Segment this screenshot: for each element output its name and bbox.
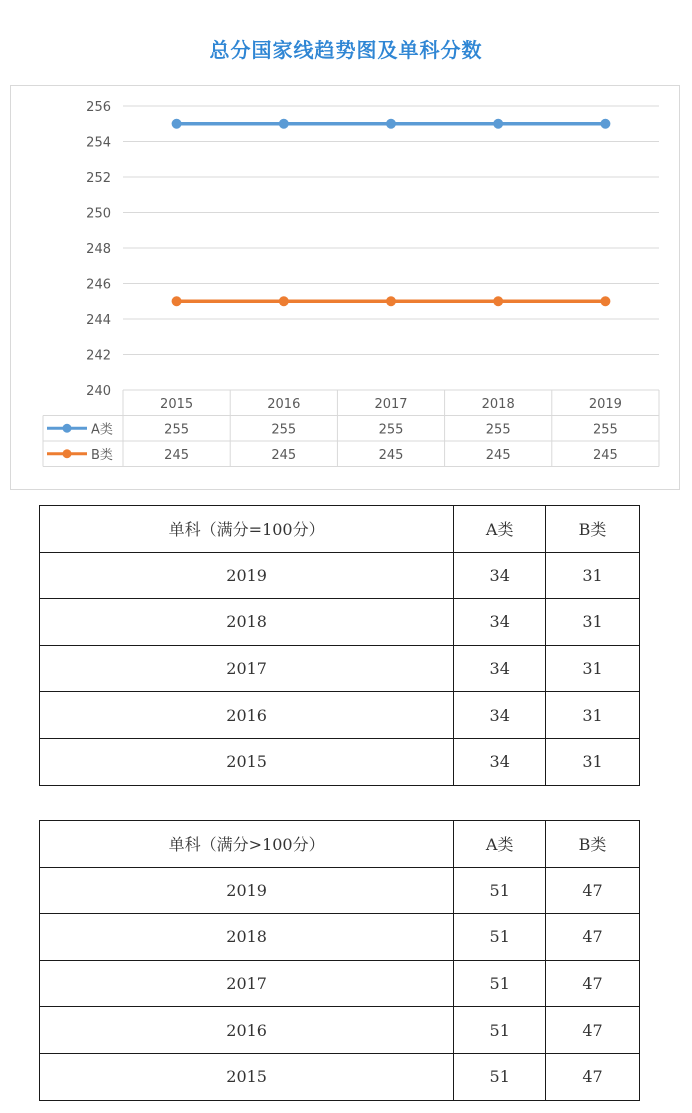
- y-tick-label: 242: [86, 348, 111, 364]
- year-cell: 2019: [40, 867, 454, 914]
- table-row: [40, 552, 640, 599]
- table-row: [40, 738, 640, 785]
- data-point: [172, 296, 182, 306]
- score-table-1: [39, 505, 640, 786]
- table-row: [40, 1053, 640, 1100]
- a-score-cell: 51: [454, 1053, 546, 1100]
- a-score-cell: 34: [454, 645, 546, 692]
- y-tick-label: 252: [86, 171, 111, 186]
- year-cell: 2015: [40, 1053, 454, 1100]
- y-tick-label: 254: [86, 135, 111, 151]
- year-cell: 2019: [40, 552, 454, 599]
- data-table-value: 245: [378, 447, 404, 463]
- b-score-cell: 47: [546, 914, 640, 961]
- year-cell: 2018: [40, 914, 454, 961]
- data-table-value: 255: [485, 422, 511, 438]
- legend-series-name: A类: [91, 422, 113, 438]
- b-score-cell: 31: [546, 599, 640, 646]
- y-tick-label: 240: [86, 384, 111, 399]
- header-b: B类: [546, 506, 640, 553]
- data-point: [172, 119, 182, 129]
- year-cell: 2016: [40, 692, 454, 739]
- y-tick-label: 246: [86, 277, 111, 293]
- data-point: [600, 119, 610, 129]
- b-score-cell: 47: [546, 1007, 640, 1054]
- year-cell: 2015: [40, 738, 454, 785]
- data-table-value: 255: [271, 422, 297, 438]
- b-score-cell: 47: [546, 1053, 640, 1100]
- a-score-cell: 51: [454, 1007, 546, 1054]
- table-header-row: [40, 506, 640, 553]
- data-table-value: 245: [164, 447, 190, 463]
- y-tick-label: 248: [86, 242, 111, 257]
- a-score-cell: 51: [454, 914, 546, 961]
- data-table-value: 255: [164, 422, 190, 438]
- b-score-cell: 31: [546, 692, 640, 739]
- table-header-row: [40, 821, 640, 868]
- b-score-cell: 31: [546, 738, 640, 785]
- data-point: [279, 296, 289, 306]
- data-point: [386, 119, 396, 129]
- line-chart: [10, 85, 680, 490]
- table-row: [40, 914, 640, 961]
- a-score-cell: 51: [454, 867, 546, 914]
- data-table-value: 255: [592, 422, 618, 438]
- data-point: [600, 296, 610, 306]
- x-category-label: 2015: [160, 396, 194, 412]
- data-table-value: 245: [592, 447, 618, 463]
- b-score-cell: 47: [546, 867, 640, 914]
- b-score-cell: 31: [546, 552, 640, 599]
- data-table-value: 245: [271, 447, 297, 463]
- year-cell: 2018: [40, 599, 454, 646]
- data-table-value: 255: [378, 422, 404, 438]
- table-row: [40, 692, 640, 739]
- b-score-cell: 47: [546, 960, 640, 1007]
- header-a: A类: [454, 821, 546, 868]
- a-score-cell: 34: [454, 692, 546, 739]
- data-point: [493, 296, 503, 306]
- legend-key-marker: [63, 424, 72, 433]
- x-category-label: 2018: [481, 396, 515, 412]
- year-cell: 2017: [40, 645, 454, 692]
- a-score-cell: 34: [454, 738, 546, 785]
- table-row: [40, 867, 640, 914]
- score-table-2: [39, 820, 640, 1101]
- header-a: A类: [454, 506, 546, 553]
- header-subject: 单科（满分=100分）: [40, 506, 454, 553]
- a-score-cell: 51: [454, 960, 546, 1007]
- table-row: [40, 1007, 640, 1054]
- header-b: B类: [546, 821, 640, 868]
- year-cell: 2016: [40, 1007, 454, 1054]
- table-row: [40, 960, 640, 1007]
- y-tick-label: 256: [86, 100, 111, 115]
- chart-title: 总分国家线趋势图及单科分数: [209, 38, 483, 62]
- data-point: [279, 119, 289, 129]
- legend-series-name: B类: [91, 447, 113, 463]
- x-category-label: 2019: [588, 396, 622, 412]
- header-subject: 单科（满分>100分）: [40, 821, 454, 868]
- a-score-cell: 34: [454, 599, 546, 646]
- chart-svg: [11, 86, 681, 491]
- y-tick-label: 250: [86, 206, 111, 222]
- b-score-cell: 31: [546, 645, 640, 692]
- y-tick-label: 244: [86, 313, 111, 328]
- data-point: [493, 119, 503, 129]
- x-category-label: 2016: [267, 396, 301, 412]
- table-row: [40, 645, 640, 692]
- x-category-label: 2017: [374, 396, 408, 412]
- table-row: [40, 599, 640, 646]
- legend-key-marker: [63, 449, 72, 458]
- data-point: [386, 296, 396, 306]
- a-score-cell: 34: [454, 552, 546, 599]
- data-table-value: 245: [485, 447, 511, 463]
- year-cell: 2017: [40, 960, 454, 1007]
